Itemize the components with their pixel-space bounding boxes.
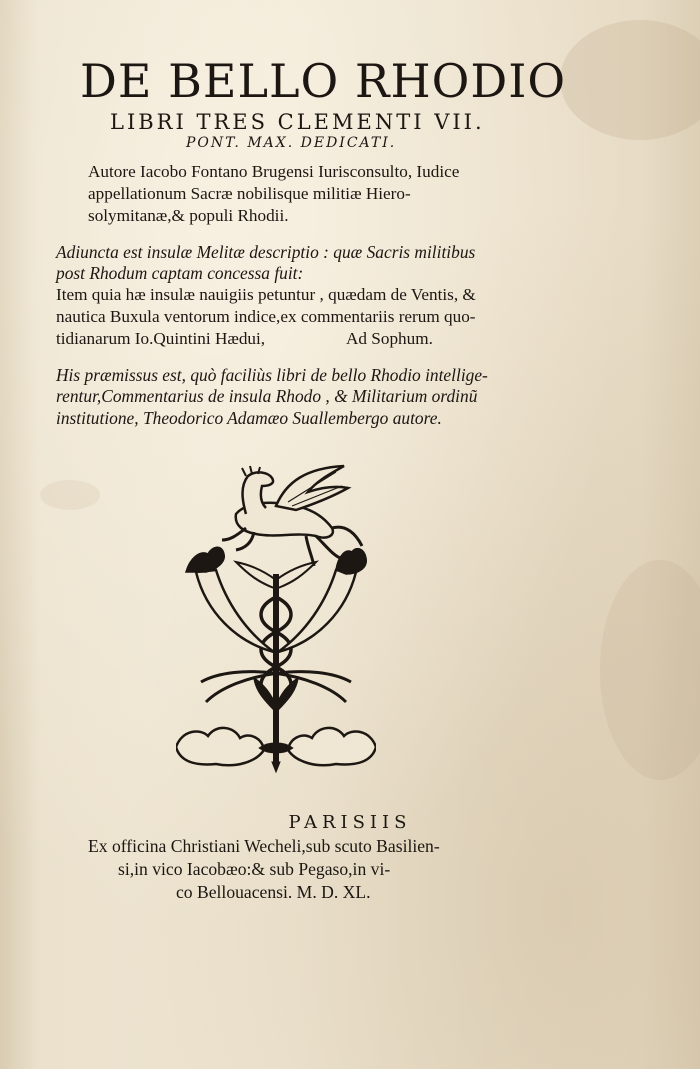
paper-stain xyxy=(560,20,700,140)
appendix-line-6: Ad Sophum. xyxy=(346,329,433,348)
appendix-line-5: tidianarum Io.Quintini Hædui, xyxy=(56,329,266,348)
appendix-line-3: Item quia hæ insulæ nauigiis petuntur , quædam de Ventis, & xyxy=(56,285,476,304)
appendix-line-2: post Rhodum captam concessa fuit: xyxy=(56,263,304,283)
dedication-line: PONT. MAX. DEDICATI. xyxy=(186,135,397,151)
preface-line-2: rentur,Commentarius de insula Rhodo , & Militarium ordinũ xyxy=(56,386,478,406)
paper-stain xyxy=(40,480,100,510)
preface-line-3: institutione, Theodorico Adamæo Suallembergo autore. xyxy=(56,408,442,428)
imprint-line-2: si,in vico Iacobæo:& sub Pegaso,in vi- xyxy=(118,859,391,879)
imprint-line-1: Ex officina Christiani Wecheli,sub scuto Basilien- xyxy=(88,836,440,856)
preface-line-1: His præmissus est, quò faciliùs libri de bello Rhodio intellige- xyxy=(56,365,488,385)
appendix-line-1: Adiuncta est insulæ Melitæ descriptio : quæ Sacris militibus xyxy=(56,242,476,262)
author-line-3: solymitanæ,& populi Rhodii. xyxy=(88,206,289,225)
appendix-line-4: nautica Buxula ventorum indice,ex commentariis rerum quo- xyxy=(56,307,476,326)
paper-stain xyxy=(600,560,700,780)
imprint-line-3: co Bellouacensi. M. D. XL. xyxy=(176,882,371,902)
subtitle: LIBRI TRES CLEMENTI VII. xyxy=(110,110,485,134)
imprint-city: PARISIIS xyxy=(288,812,412,833)
main-title: DE BELLO RHODIO xyxy=(80,54,567,108)
pegasus-caduceus-printers-mark-icon xyxy=(176,462,376,777)
author-line-1: Autore Iacobo Fontano Brugensi Iurisconsulto, Iudice xyxy=(88,162,460,181)
author-line-2: appellationum Sacræ nobilisque militiæ Hiero- xyxy=(88,184,411,203)
